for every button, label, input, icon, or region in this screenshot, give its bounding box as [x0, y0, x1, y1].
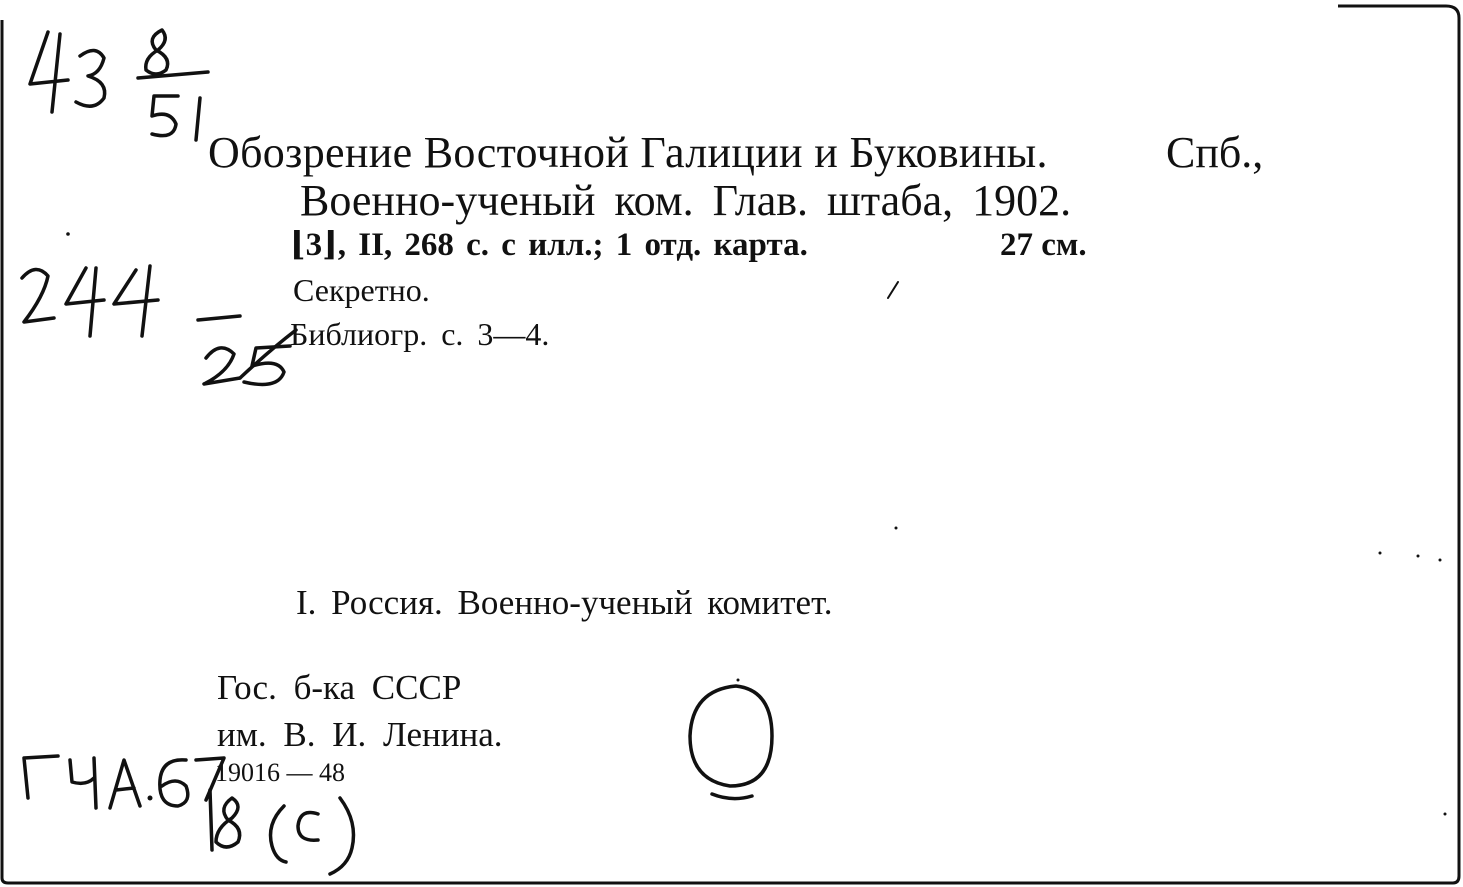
card-title: Обозрение Восточной Галиции и Буковины.: [208, 128, 1048, 177]
library-dedication: им. В. И. Ленина.: [217, 715, 503, 754]
dimensions: 27 см.: [1000, 227, 1087, 263]
publisher-line: Военно-ученый ком. Глав. штаба, 1902.: [300, 176, 1072, 225]
card-number: 19016 — 48: [215, 758, 345, 787]
subject-tracing: I. Россия. Военно-ученый комитет.: [296, 583, 833, 622]
note-bibliography: Библиогр. с. 3—4.: [290, 316, 550, 352]
physical-description: ⌊3⌋, II, 268 с. с илл.; 1 отд. карта.: [290, 227, 808, 263]
note-secret: Секретно.: [293, 272, 430, 308]
publication-place: Спб.,: [1166, 128, 1264, 177]
library-name: Гос. б-ка СССР: [217, 668, 462, 707]
